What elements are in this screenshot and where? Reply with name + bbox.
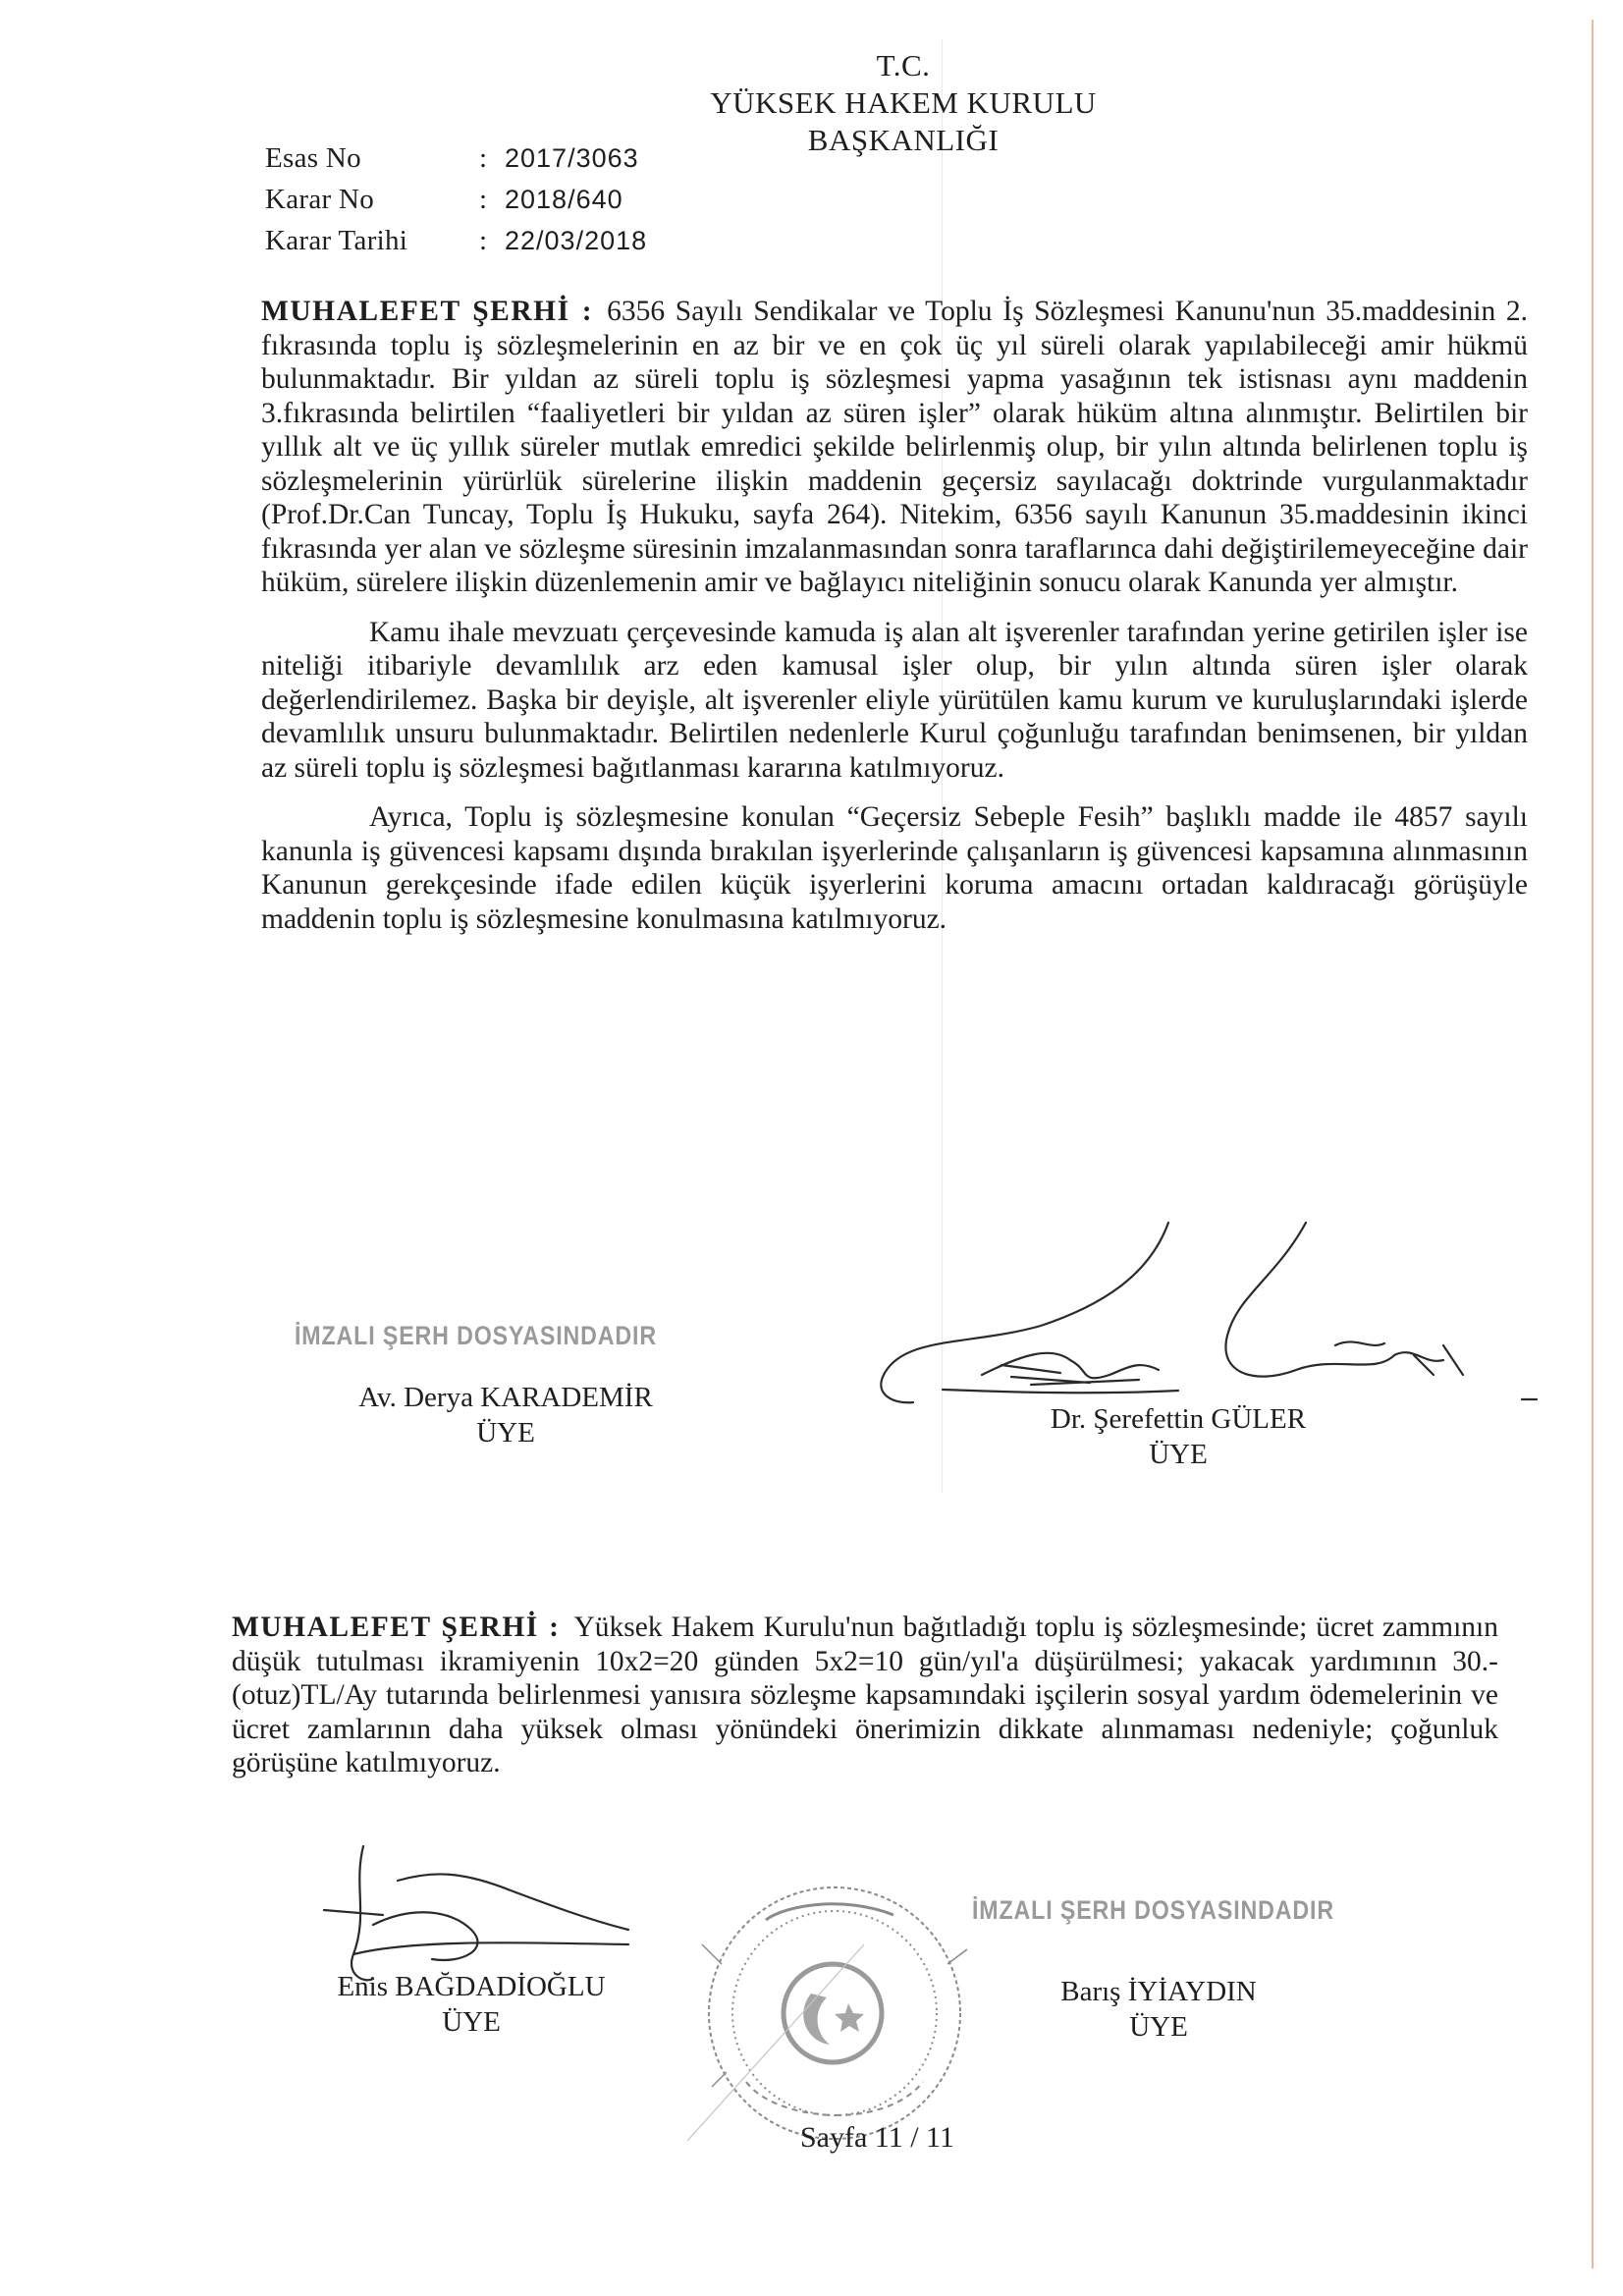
- signatory-3-name: Enis BAĞDADİOĞLU: [337, 1971, 606, 2002]
- meta-row-karar: [265, 179, 647, 220]
- karar-value: 2018/640: [505, 185, 623, 214]
- scan-edge-line: [1592, 20, 1594, 2269]
- dissent-1-heading: MUHALEFET ŞERHİ :: [261, 296, 594, 327]
- esas-value: 2017/3063: [505, 143, 639, 173]
- header-line-tc: T.C.: [876, 48, 931, 82]
- meta-colon: :: [478, 184, 488, 215]
- dissent-section-2: [232, 1611, 1498, 1780]
- signature-guler-icon: [881, 1223, 1537, 1402]
- signatory-block-1: [324, 1380, 687, 1450]
- signatory-block-2: [1011, 1401, 1345, 1472]
- signed-dissent-stamp-2: İMZALI ŞERH DOSYASINDADIR: [972, 1895, 1334, 1925]
- meta-row-esas: [265, 137, 647, 179]
- meta-row-tarih: [265, 220, 647, 261]
- signatory-1-name: Av. Derya KARADEMİR: [358, 1382, 653, 1413]
- signatory-3-role: ÜYE: [442, 2006, 501, 2038]
- dissent-2-paragraph-1: [232, 1611, 1498, 1780]
- signed-dissent-stamp-1: İMZALI ŞERH DOSYASINDADIR: [295, 1321, 657, 1350]
- header-line-presidency: BAŞKANLIĞI: [807, 123, 1000, 157]
- karar-label: Karar No: [265, 184, 375, 215]
- dissent-2-heading: MUHALEFET ŞERHİ :: [232, 1612, 561, 1643]
- signatory-4-name: Barış İYİAYDIN: [1060, 1976, 1257, 2007]
- meta-colon: :: [478, 225, 488, 256]
- dissent-1-paragraph-1: [261, 295, 1528, 600]
- signatory-2-role: ÜYE: [1149, 1439, 1208, 1470]
- tarih-value: 22/03/2018: [505, 226, 648, 255]
- institution-header: [677, 47, 1129, 159]
- signatory-block-4: [1011, 1974, 1306, 2045]
- dissent-2-text-1: Yüksek Hakem Kurulu'nun bağıtladığı toplu iş sözleşmesinde; ücret zammının düşük tutulması ikramiyenin 10x2=20 günden 5x2=10 gün/yıl'a düşürülmesi; yakacak yardımının 30.-(otuz)TL/Ay tutarında belirlenmesi yanısıra sözleşme kapsamındaki işçilerin sosyal yardım ödemelerinin ve ücret zamlarının daha yüksek olması yönündeki önerimizin dikkate alınmaması nedeniyle; çoğunluk görüşüne katılmıyoruz.: [232, 1612, 1499, 1778]
- esas-label: Esas No: [265, 142, 361, 174]
- page-number: Sayfa 11 / 11: [800, 2121, 954, 2154]
- dissent-1-text-1: 6356 Sayılı Sendikalar ve Toplu İş Sözleşmesi Kanunu'nun 35.maddesinin 2. fıkrasında toplu iş sözleşmelerinin en az bir ve en çok üç yıl süreli olarak yapılabileceği amir hükmü bulunmaktadır. Bir yıldan az süreli toplu iş sözleşmesi yapma yasağının tek istisnası aynı maddenin 3.fıkrasında belirtilen “faaliyetleri bir yıldan az süren işler” olarak hüküm altına alınmıştır. Belirtilen bir yıllık alt ve üç yıllık süreler mutlak emredici şekilde belirlenmiş olup, bir yılın altında belirlenen toplu iş sözleşmelerinin yürürlük sürelerine ilişkin maddenin geçersiz sayılacağı doktrinde vurgulanmaktadır (Prof.Dr.Can Tuncay, Toplu İş Hukuku, sayfa 264). Nitekim, 6356 sayılı Kanunun 35.maddesinin ikinci fıkrasında yer alan ve sözleşme süresinin imzalanmasından sonra taraflarınca dahi değiştirilemeyeceğine dair hüküm, sürelere ilişkin düzenlemenin amir ve bağlayıcı niteliğinin sonucu olarak Kanunda yer almıştır.: [261, 296, 1528, 598]
- meta-colon: :: [478, 142, 488, 174]
- signature-bagdadioglu-icon: [324, 1846, 628, 1980]
- case-metadata: [265, 137, 647, 261]
- official-seal-icon: [687, 1887, 967, 2141]
- dissent-1-paragraph-3: Ayrıca, Toplu iş sözleşmesine konulan “Geçersiz Sebeple Fesih” başlıklı madde ile 4857 sayılı kanunla iş güvencesi kapsamı dışında bırakılan işyerlerinde çalışanların iş güvencesi kapsamına alınmasının Kanunun gerekçesinde ifade edilen küçük işyerlerini koruma amacını ortadan kaldıracağı görüşüyle maddenin toplu iş sözleşmesine konulmasına katılmıyoruz.: [261, 801, 1528, 935]
- header-line-institution: YÜKSEK HAKEM KURULU: [710, 85, 1097, 120]
- signatory-block-3: [295, 1969, 648, 2040]
- signatory-2-name: Dr. Şerefettin GÜLER: [1050, 1403, 1307, 1435]
- signatory-1-role: ÜYE: [476, 1417, 535, 1449]
- tarih-label: Karar Tarihi: [265, 225, 408, 256]
- dissent-1-paragraph-2: Kamu ihale mevzuatı çerçevesinde kamuda iş alan alt işverenler tarafından yerine getirilen işler ise niteliği itibariyle devamlılık arz eden kamusal işler olup, bir yılın altında süren işler olarak değerlendirilemez. Başka bir deyişle, alt işverenler eliyle yürütülen kamu kurum ve kuruluşlarındaki işlerde devamlılık unsuru bulunmaktadır. Belirtilen nedenlerle Kurul çoğunluğu tarafından benimsenen, bir yıldan az süreli toplu iş sözleşmesi bağıtlanması kararına katılmıyoruz.: [261, 616, 1528, 784]
- dissent-section-1: [261, 295, 1528, 936]
- signatory-4-role: ÜYE: [1129, 2011, 1188, 2043]
